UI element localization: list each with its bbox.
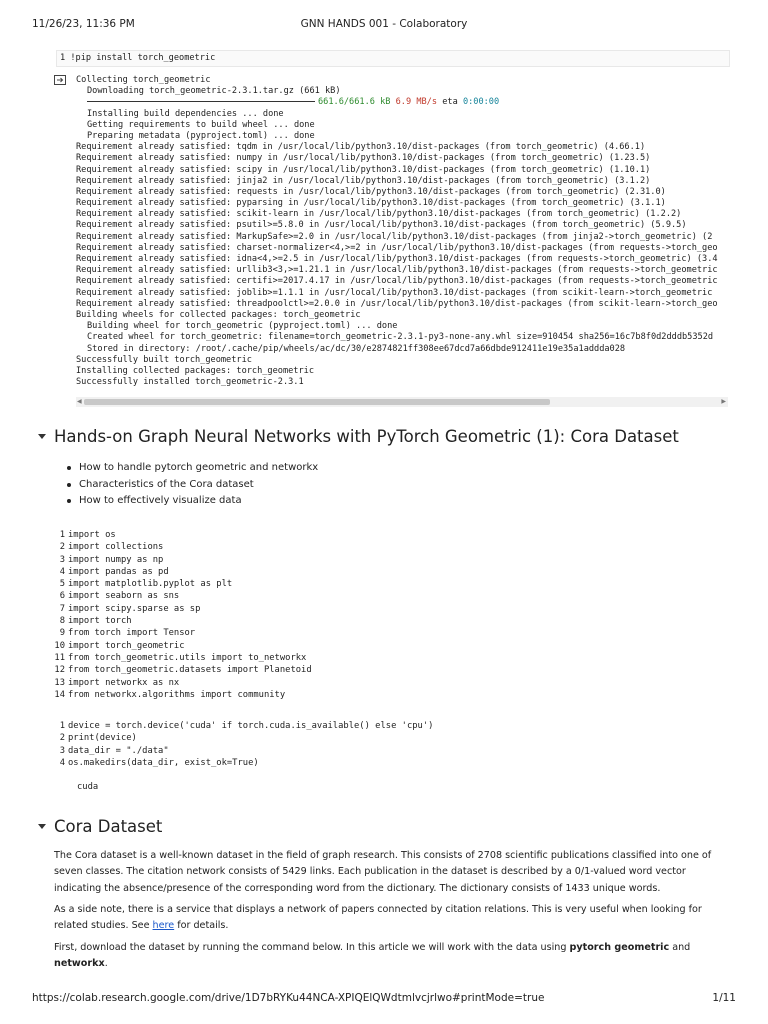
code-line (54, 664, 312, 676)
line-number: 10 (54, 640, 65, 651)
output-line: Requirement already satisfied: psutil>=5.8.0 in /usr/local/lib/python3.10/dist-packages (from torch_geometric) (5.9.5) (76, 220, 687, 231)
line-number: 9 (59, 628, 65, 639)
collapse-caret-icon[interactable] (38, 824, 46, 829)
print-datetime: 11/26/23, 11:36 PM (32, 18, 135, 30)
output-line: Requirement already satisfied: pyparsing in /usr/local/lib/python3.10/dist-packages (from torch_geometric) (3.1.1) (76, 198, 666, 209)
line-number: 12 (54, 665, 65, 676)
line-number: 8 (59, 616, 65, 627)
line-number: 13 (54, 677, 65, 688)
paragraph-side-note: As a side note, there is a service that displays a network of papers connected by citation relations. This is very useful when looking for related studies. See here for details. (54, 904, 702, 932)
code-text: device = torch.device('cuda' if torch.cuda.is_available() else 'cpu') (68, 721, 434, 731)
output-line: Downloading torch_geometric-2.3.1.tar.gz (661 kB) (87, 86, 341, 97)
line-number: 3 (59, 554, 65, 565)
output-line: Collecting torch_geometric (76, 75, 211, 85)
code-text: import scipy.sparse as sp (68, 603, 201, 614)
page-number: 1/11 (712, 992, 736, 1004)
code-line (54, 578, 312, 590)
output-line: Requirement already satisfied: urllib3<3,>=1.21.1 in /usr/local/lib/python3.10/dist-packages (from requests->torch_geometric (76, 265, 718, 276)
scroll-left-arrow-icon[interactable]: ◀ (77, 398, 82, 405)
output-line: Installing collected packages: torch_geometric (76, 365, 314, 376)
list-item: How to handle pytorch geometric and networkx (66, 460, 318, 477)
code-text: import os (68, 530, 116, 540)
output-line: Building wheel for torch_geometric (pyproject.toml) ... done (87, 321, 398, 332)
code-line (54, 732, 433, 744)
line-number: 3 (59, 745, 65, 756)
code-text: import collections (68, 542, 164, 553)
output-line: Successfully built torch_geometric (76, 354, 252, 365)
output-line: Requirement already satisfied: idna<4,>=2.5 in /usr/local/lib/python3.10/dist-packages (from requests->torch_geometric) (3.4 (76, 254, 718, 264)
output-line: Requirement already satisfied: jinja2 in /usr/local/lib/python3.10/dist-packages (from torch_geometric) (3.1.2) (76, 175, 651, 186)
code-line (54, 529, 312, 541)
section-title: Cora Dataset (54, 817, 163, 836)
output-line: Requirement already satisfied: joblib>=1.1.1 in /usr/local/lib/python3.10/dist-packages (from scikit-learn->torch_geometric (76, 287, 713, 298)
output-horizontal-scrollbar[interactable] (76, 397, 728, 407)
cell-output-text: cuda (77, 782, 99, 792)
code-cell-device[interactable] (54, 720, 433, 769)
code-line (54, 745, 433, 757)
output-line: Requirement already satisfied: threadpoolctl>=2.0.0 in /usr/local/lib/python3.10/dist-packages (from scikit-learn->torch_geo (76, 298, 718, 309)
print-title: GNN HANDS 001 - Colaboratory (300, 18, 468, 30)
code-text: import seaborn as sns (68, 591, 180, 602)
line-number: 14 (54, 689, 65, 700)
code-line (54, 689, 312, 701)
here-link[interactable]: here (152, 920, 175, 932)
line-number: 4 (59, 757, 65, 768)
list-item: Characteristics of the Cora dataset (66, 477, 318, 494)
output-line: Preparing metadata (pyproject.toml) ... done (87, 130, 315, 141)
code-line (54, 677, 312, 689)
section-header-cora[interactable] (38, 817, 162, 836)
output-line: Getting requirements to build wheel ... done (87, 119, 315, 130)
code-text: import numpy as np (68, 554, 164, 565)
code-line (54, 757, 433, 769)
output-line: Successfully installed torch_geometric-2.3.1 (76, 377, 304, 388)
download-progress: 661.6/661.6 kB 6.9 MB/s eta 0:00:00 (76, 97, 728, 108)
code-line (54, 603, 312, 615)
output-line: Created wheel for torch_geometric: filename=torch_geometric-2.3.1-py3-none-any.whl size=910454 sha256=16c7b8f0d2dddb5352d (87, 332, 714, 343)
line-number: 2 (59, 733, 65, 744)
output-line: Requirement already satisfied: numpy in /usr/local/lib/python3.10/dist-packages (from torch_geometric) (1.23.5) (76, 153, 651, 164)
output-line: Requirement already satisfied: scikit-learn in /usr/local/lib/python3.10/dist-packages (from torch_geometric) (1.2.2) (76, 209, 682, 220)
scrollbar-thumb[interactable] (84, 399, 550, 405)
code-cell-pip-install[interactable] (56, 50, 730, 67)
code-line (54, 627, 312, 639)
output-line: Requirement already satisfied: charset-normalizer<4,>=2 in /usr/local/lib/python3.10/dist-packages (from requests->torch_geo (76, 242, 718, 253)
line-number: 1 (59, 721, 65, 731)
code-text: from torch_geometric.datasets import Planetoid (68, 665, 312, 676)
code-line (54, 720, 433, 732)
code-text: import torch (68, 616, 132, 627)
section-header-hands-on[interactable] (38, 427, 679, 446)
line-number: 11 (54, 652, 65, 663)
progress-bar (87, 101, 315, 102)
output-line: Building wheels for collected packages: torch_geometric (76, 309, 361, 320)
code-line (54, 652, 312, 664)
code-text: data_dir = "./data" (68, 745, 169, 756)
code-text: from networkx.algorithms import community (68, 689, 286, 700)
code-line (54, 640, 312, 652)
code-line (54, 590, 312, 602)
scroll-right-arrow-icon[interactable]: ▶ (721, 398, 726, 405)
bullet-list (66, 460, 318, 510)
output-line: Requirement already satisfied: MarkupSafe>=2.0 in /usr/local/lib/python3.10/dist-packages (from jinja2->torch_geometric) (2 (76, 231, 713, 242)
code-line (54, 554, 312, 566)
output-line: Requirement already satisfied: tqdm in /usr/local/lib/python3.10/dist-packages (from torch_geometric) (4.66.1) (76, 142, 646, 153)
code-text: import matplotlib.pyplot as plt (68, 579, 233, 590)
section-title: Hands-on Graph Neural Networks with PyTorch Geometric (1): Cora Dataset (54, 427, 679, 446)
output-line: Requirement already satisfied: requests in /usr/local/lib/python3.10/dist-packages (from torch_geometric) (2.31.0) (76, 186, 666, 197)
code-text: import torch_geometric (68, 640, 185, 651)
line-number: 5 (59, 579, 65, 590)
paragraph-cora-description: The Cora dataset is a well-known dataset in the field of graph research. This consists of 2708 scientific publications classified into one of seven classes. The citation network consists of 5429 links. Each publication in the dataset is described by a 0/1-valued word vector indicating the absence/presence of the corresponding word from the dictionary. The dictionary consists of 1433 unique words. (54, 850, 712, 894)
output-line: Requirement already satisfied: scipy in /usr/local/lib/python3.10/dist-packages (from torch_geometric) (1.10.1) (76, 164, 651, 175)
code-text: from torch import Tensor (68, 628, 196, 639)
collapse-caret-icon[interactable] (38, 434, 46, 439)
line-number: 4 (59, 566, 65, 577)
code-text: import networkx as nx (68, 677, 180, 688)
code-line (54, 615, 312, 627)
code-cell-imports[interactable] (54, 529, 312, 701)
list-item: How to effectively visualize data (66, 493, 318, 510)
line-number: 6 (59, 591, 65, 602)
paragraph-download: First, download the dataset by running the command below. In this article we will work with the data using pytorch geometric and networkx. (54, 942, 691, 970)
output-line: Stored in directory: /root/.cache/pip/wheels/ac/dc/30/e2874821ff308ee67dcd7a66dbde912411e19e35a1addda028 (87, 343, 626, 354)
code-line (54, 541, 312, 553)
cell-output (76, 75, 728, 392)
output-line: Requirement already satisfied: certifi>=2017.4.17 in /usr/local/lib/python3.10/dist-packages (from requests->torch_geometric (76, 276, 718, 287)
line-number: 7 (59, 603, 65, 614)
page-url: https://colab.research.google.com/drive/1D7bRYKu44NCA-XPIQElQWdtmlvcjrlwo#printMode=true (32, 992, 545, 1004)
code-line (54, 566, 312, 578)
code-text: import pandas as pd (68, 566, 169, 577)
line-number: 1 (59, 530, 65, 540)
code-text: from torch_geometric.utils import to_networkx (68, 652, 307, 663)
line-number: 2 (59, 542, 65, 553)
code-line: 1 !pip install torch_geometric (60, 53, 216, 63)
output-line: Installing build dependencies ... done (87, 108, 284, 119)
code-text: print(device) (68, 733, 137, 744)
code-text: os.makedirs(data_dir, exist_ok=True) (68, 757, 259, 768)
output-redirect-icon[interactable] (54, 75, 66, 85)
